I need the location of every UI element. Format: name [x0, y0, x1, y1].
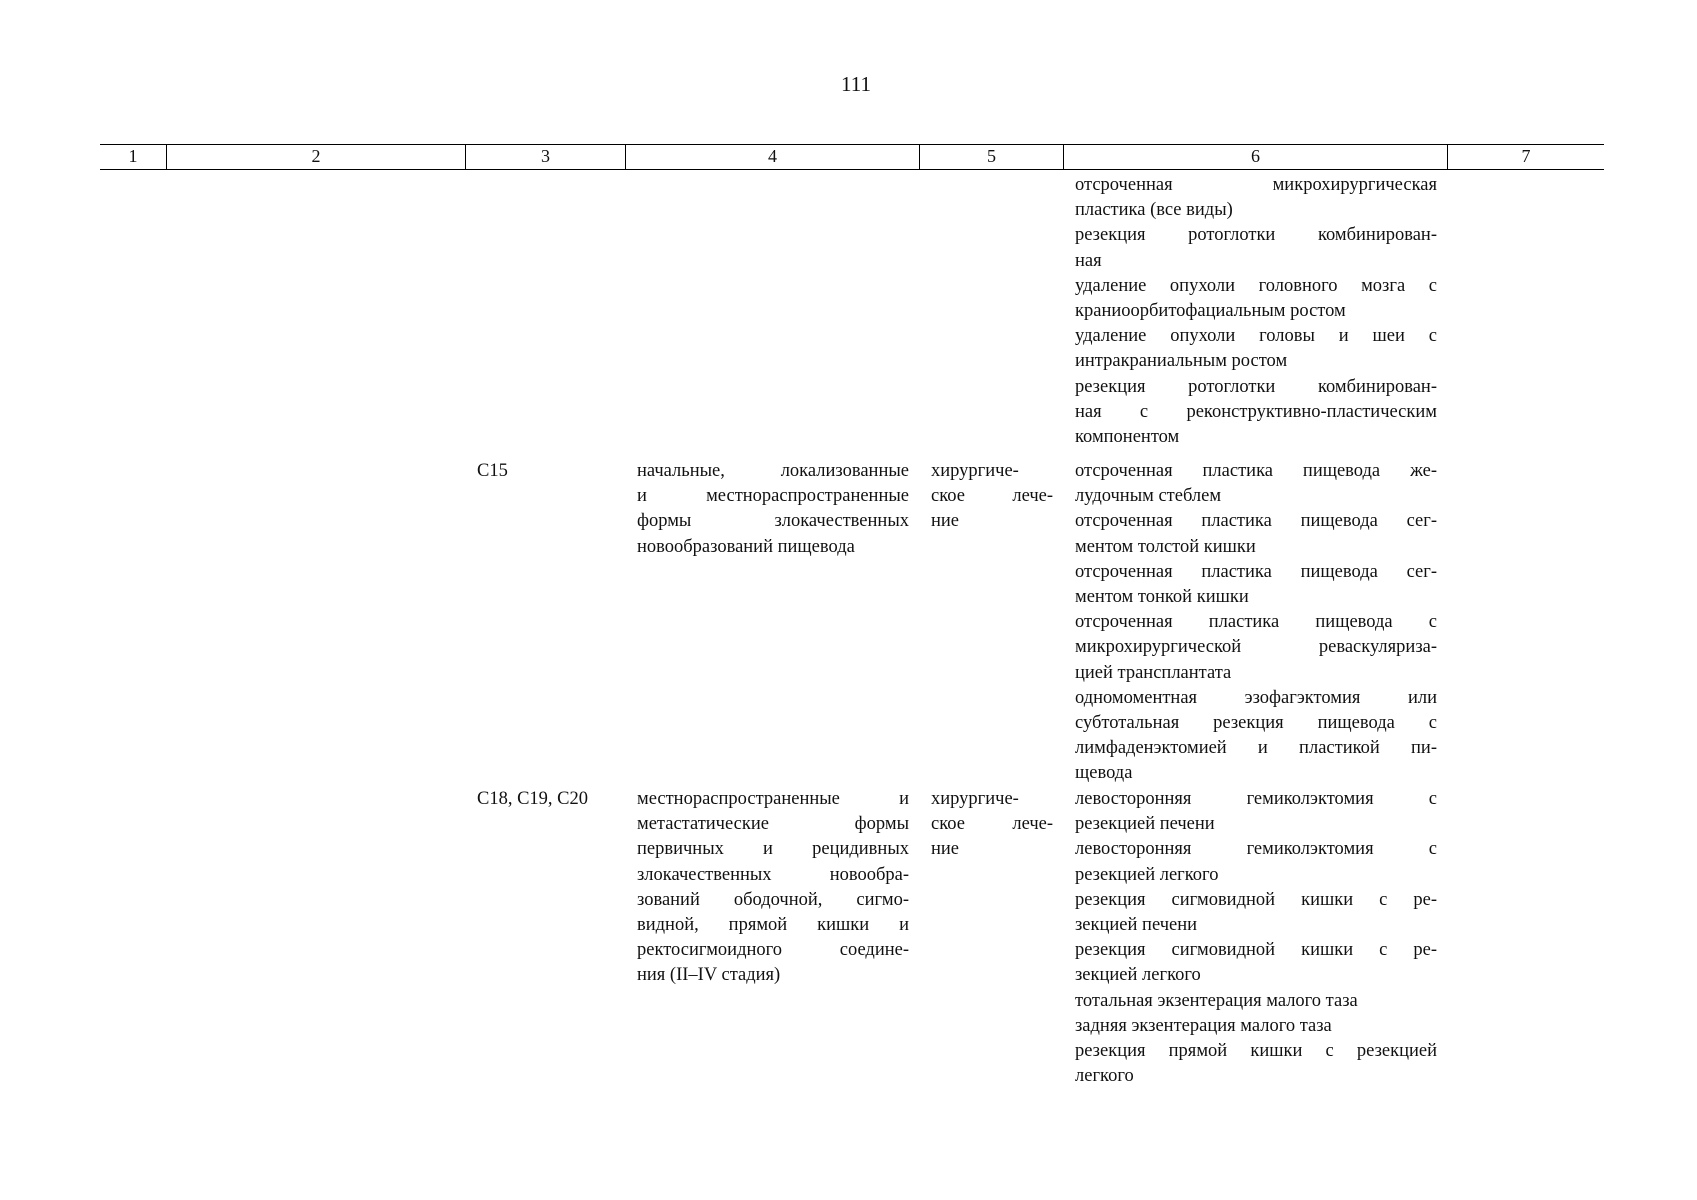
text-line: щевода: [1075, 763, 1133, 784]
block2-col5-text: [931, 787, 1053, 863]
block0-col6-text: [1075, 173, 1437, 450]
page-number: 111: [841, 72, 871, 96]
text-line: злокачественных новообра-: [637, 864, 909, 885]
text-line: видной, прямой кишки и: [637, 915, 909, 936]
text-line: новообразований пищевода: [637, 536, 855, 557]
text-line: микрохирургической реваскуляриза-: [1075, 637, 1437, 658]
text-line: местнораспространенные и: [637, 789, 909, 809]
text-line: ние: [931, 511, 960, 532]
header-col-7: 7: [1447, 145, 1604, 169]
text-line: лудочным стеблем: [1075, 486, 1222, 507]
text-line: первичных и рецидивных: [637, 839, 909, 860]
text-line: тотальная экзентерация малого таза: [1075, 990, 1358, 1011]
text-line: удаление опухоли головного мозга с: [1075, 275, 1437, 296]
header-col-3: 3: [465, 145, 625, 169]
text-line: зекцией печени: [1075, 915, 1198, 936]
text-line: отсроченная пластика пищевода же-: [1075, 461, 1437, 481]
text-line: ния (II–IV стадия): [637, 965, 781, 986]
text-line: компонентом: [1075, 427, 1180, 448]
text-line: ское лече-: [931, 814, 1053, 835]
text-line: отсроченная пластика пищевода с: [1075, 612, 1437, 633]
text-line: ректосигмоидного соедине-: [637, 940, 909, 961]
text-line: резекция ротоглотки комбинирован-: [1075, 225, 1437, 246]
text-line: резекция прямой кишки с резекцией: [1075, 1041, 1437, 1062]
block2-col4-text: [637, 787, 909, 989]
block1-col6-text: [1075, 459, 1437, 787]
text-line: формы злокачественных: [637, 511, 909, 532]
text-line: хирургиче-: [931, 789, 1019, 809]
text-line: отсроченная пластика пищевода сег-: [1075, 511, 1437, 532]
text-line: ментом тонкой кишки: [1075, 587, 1249, 608]
text-line: одномоментная эзофагэктомия или: [1075, 687, 1437, 708]
text-line: отсроченная пластика пищевода сег-: [1075, 561, 1437, 582]
text-line: метастатические формы: [637, 814, 909, 835]
text-line: зекцией легкого: [1075, 965, 1201, 986]
text-line: ная: [1075, 250, 1102, 271]
text-line: C15: [477, 461, 508, 481]
block2-code: [477, 787, 627, 812]
block1-col5-text: [931, 459, 1053, 535]
text-line: резекция ротоглотки комбинирован-: [1075, 376, 1437, 397]
text-line: C18, C19, C20: [477, 789, 589, 809]
text-line: ментом толстой кишки: [1075, 536, 1256, 557]
header-col-5: 5: [919, 145, 1063, 169]
text-line: краниоорбитофациальным ростом: [1075, 301, 1346, 322]
text-line: резекция сигмовидной кишки с ре-: [1075, 889, 1437, 910]
text-line: пластика (все виды): [1075, 200, 1233, 221]
block2-col6-text: [1075, 787, 1437, 1089]
text-line: зований ободочной, сигмо-: [637, 889, 909, 910]
text-line: отсроченная микрохирургическая: [1075, 175, 1437, 195]
text-line: резекцией печени: [1075, 814, 1215, 835]
text-line: и местнораспространенные: [637, 486, 909, 507]
text-line: легкого: [1075, 1066, 1134, 1087]
text-line: интракраниальным ростом: [1075, 351, 1288, 372]
header-col-1: 1: [128, 146, 138, 166]
text-line: ское лече-: [931, 486, 1053, 507]
text-line: резекция сигмовидной кишки с ре-: [1075, 940, 1437, 961]
text-line: левосторонняя гемиколэктомия с: [1075, 789, 1437, 809]
header-col-6: 6: [1063, 145, 1447, 169]
text-line: цией трансплантата: [1075, 662, 1232, 683]
header-col-4: 4: [625, 145, 919, 169]
text-line: резекцией легкого: [1075, 864, 1219, 885]
text-line: левосторонняя гемиколэктомия с: [1075, 839, 1437, 860]
header-col-2: 2: [166, 145, 465, 169]
text-line: субтотальная резекция пищевода с: [1075, 713, 1437, 734]
text-line: лимфаденэктомией и пластикой пи-: [1075, 738, 1437, 759]
text-line: задняя экзентерация малого таза: [1075, 1015, 1332, 1036]
text-line: хирургиче-: [931, 461, 1019, 481]
text-line: ная с реконструктивно-пластическим: [1075, 401, 1437, 422]
table-header-row: [100, 144, 1604, 170]
block1-col4-text: [637, 459, 909, 560]
text-line: ние: [931, 839, 960, 860]
text-line: удаление опухоли головы и шеи с: [1075, 326, 1437, 347]
block1-code: [477, 459, 627, 484]
text-line: начальные, локализованные: [637, 461, 909, 481]
